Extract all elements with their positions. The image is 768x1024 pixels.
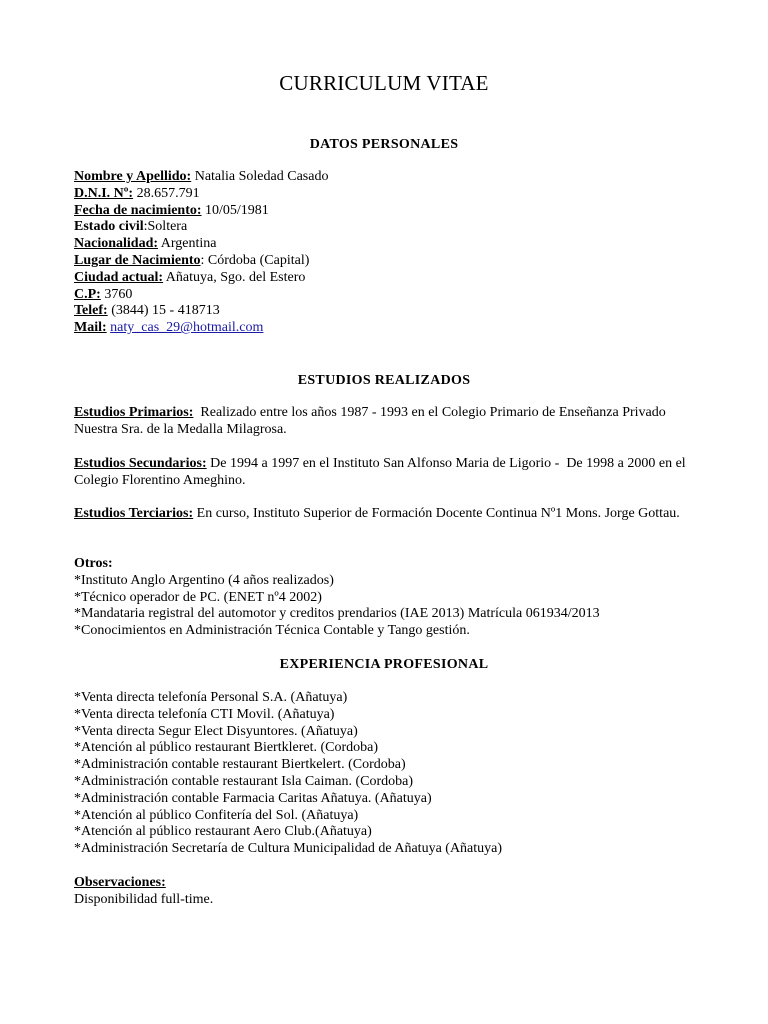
birthplace-row: [74, 253, 714, 270]
current-city-row: [74, 270, 714, 287]
experience-item: *Venta directa telefonía Personal S.A. (Añatuya): [74, 690, 348, 705]
phone-label: Telef:: [74, 303, 108, 319]
birthplace-value: : Córdoba (Capital): [200, 252, 310, 268]
current-city-label: Ciudad actual:: [74, 269, 164, 285]
studies-heading: ESTUDIOS REALIZADOS: [297, 373, 471, 388]
civil-status-label: Estado civil: [74, 219, 144, 235]
secondary-studies-text: De 1994 a 1997 en el Instituto San Alfonso Maria de Ligorio - De 1998 a 2000 en el Colegio Florentino Ameghino.: [74, 456, 690, 488]
birth-date-value: 10/05/1981: [201, 202, 269, 218]
experience-item: *Administración contable restaurant Isla Caiman. (Cordoba): [74, 773, 414, 789]
dni-label: D.N.I. Nº:: [74, 185, 134, 201]
primary-studies-paragraph: [74, 405, 689, 439]
postal-code-value: 3760: [100, 286, 133, 302]
personal-data-block: [74, 169, 714, 337]
observations-block: [74, 875, 714, 909]
observations-label: Observaciones:: [74, 875, 166, 890]
other-studies-item: *Conocimientos en Administración Técnica Contable y Tango gestión.: [74, 623, 470, 639]
other-studies-block: [74, 556, 714, 640]
experience-item: *Venta directa Segur Elect Disyuntores. (Añatuya): [74, 723, 358, 739]
experience-list: [74, 690, 714, 858]
nationality-value: Argentina: [158, 236, 217, 252]
dni-row: [74, 186, 714, 203]
experience-heading: EXPERIENCIA PROFESIONAL: [279, 657, 489, 672]
document-title: CURRICULUM VITAE: [279, 71, 489, 95]
civil-status-value: :Soltera: [143, 219, 188, 235]
primary-studies-label: Estudios Primarios:: [74, 405, 194, 420]
current-city-value: Añatuya, Sgo. del Estero: [163, 269, 306, 285]
other-studies-item: *Técnico operador de PC. (ENET nº4 2002): [74, 589, 322, 605]
tertiary-studies-label: Estudios Terciarios:: [74, 506, 194, 521]
name-label: Nombre y Apellido:: [74, 169, 192, 184]
secondary-studies-label: Estudios Secundarios:: [74, 456, 207, 471]
dni-value: 28.657.791: [133, 185, 200, 201]
birthplace-label: Lugar de Nacimiento: [74, 252, 201, 268]
experience-item: *Administración Secretaría de Cultura Municipalidad de Añatuya (Añatuya): [74, 841, 503, 857]
phone-row: [74, 303, 714, 320]
personal-data-heading: DATOS PERSONALES: [309, 137, 459, 152]
name-row: [74, 169, 714, 186]
experience-item: *Venta directa telefonía CTI Movil. (Añatuya): [74, 706, 335, 722]
experience-item: *Atención al público restaurant Aero Club.(Añatuya): [74, 824, 372, 840]
postal-code-label: C.P:: [74, 286, 101, 302]
other-studies-item: *Instituto Anglo Argentino (4 años realizados): [74, 572, 334, 588]
birth-date-row: [74, 203, 714, 220]
experience-item: *Administración contable restaurant Biertkelert. (Cordoba): [74, 757, 406, 773]
primary-studies-text: Realizado entre los años 1987 - 1993 en el Colegio Primario de Enseñanza Privado Nuestra Sra. de la Medalla Milagrosa.: [74, 405, 670, 437]
observations-text: Disponibilidad full-time.: [74, 891, 214, 907]
nationality-row: [74, 236, 714, 253]
nationality-label: Nacionalidad:: [74, 236, 159, 252]
other-studies-label: Otros:: [74, 556, 113, 571]
experience-item: *Atención al público restaurant Biertkleret. (Cordoba): [74, 740, 379, 756]
civil-status-row: [74, 219, 714, 236]
mail-label: Mail:: [74, 320, 107, 336]
birth-date-label: Fecha de nacimiento:: [74, 202, 202, 218]
tertiary-studies-text: En curso, Instituto Superior de Formación Docente Continua Nº1 Mons. Jorge Gottau.: [193, 506, 680, 521]
tertiary-studies-paragraph: [74, 506, 689, 523]
other-studies-item: *Mandataria registral del automotor y creditos prendarios (IAE 2013) Matrícula 061934/2013: [74, 606, 600, 622]
postal-code-row: [74, 287, 714, 304]
mail-row: [74, 320, 714, 337]
secondary-studies-paragraph: [74, 456, 689, 490]
experience-item: *Atención al público Confitería del Sol. (Añatuya): [74, 807, 359, 823]
experience-item: *Administración contable Farmacia Caritas Añatuya. (Añatuya): [74, 790, 432, 806]
name-value: Natalia Soledad Casado: [191, 169, 329, 184]
phone-value: (3844) 15 - 418713: [107, 303, 220, 319]
mail-link[interactable]: naty_cas_29@hotmail.com: [110, 320, 264, 336]
